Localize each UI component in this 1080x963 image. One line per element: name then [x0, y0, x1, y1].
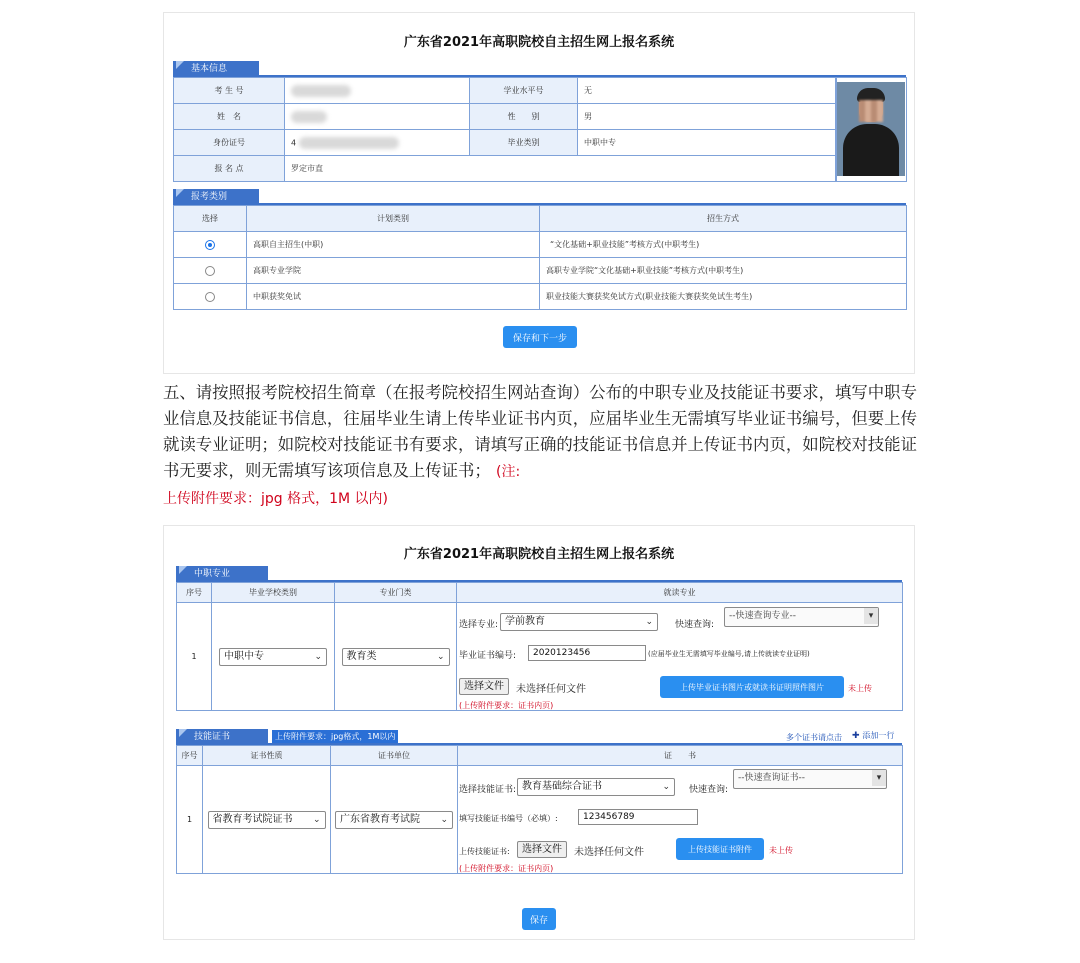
chevron-down-icon: ⌄: [314, 651, 322, 662]
redacted-mask: [291, 111, 327, 123]
choose-file-button[interactable]: 选择文件: [459, 678, 509, 695]
section-major: 中职专业: [176, 566, 268, 582]
registration-panel-basic: [163, 12, 915, 374]
skill-upload-requirement-tag: 上传附件要求：jpg格式，1M以内: [272, 730, 398, 743]
chevron-down-icon: ▾: [864, 608, 878, 624]
exam-number-value: [285, 78, 470, 104]
field-label: 报 名 点: [174, 156, 285, 182]
quick-search-major-select[interactable]: --快速查询专业-- ▾: [724, 607, 879, 627]
major-select[interactable]: 学前教育 ⌄: [500, 613, 658, 631]
instruction-note: (注:: [496, 464, 521, 480]
instruction-text: [163, 380, 923, 512]
col-header-no: 序号: [177, 746, 203, 766]
table-header-row: [177, 583, 903, 603]
chevron-down-icon: ⌄: [662, 782, 670, 792]
page-title: 广东省2021年高职院校自主招生网上报名系统: [403, 35, 675, 50]
upload-requirement: (上传附件要求：证书内页): [459, 864, 554, 873]
academic-level-value: 无: [578, 78, 837, 104]
category-table: [173, 205, 907, 310]
quick-search-cert-select[interactable]: --快速查询证书-- ▾: [733, 769, 887, 789]
table-row: [174, 156, 837, 182]
method-name: 高职专业学院“文化基础+职业技能”考核方式(中职考生): [540, 258, 907, 284]
cert-nature-select[interactable]: 省教育考试院证书 ⌄: [208, 811, 326, 829]
cert-number-hint: (应届毕业生无需填写毕业编号,请上传就读专业证明): [648, 650, 810, 658]
field-label: 学业水平号: [470, 78, 578, 104]
table-header-row: [177, 746, 903, 766]
table-row: [174, 284, 907, 310]
category-radio-1[interactable]: [205, 240, 215, 250]
method-name: “文化基础+职业技能”考核方式(中职考生): [540, 232, 907, 258]
plan-name: 中职获奖免试: [247, 284, 540, 310]
chevron-down-icon: ⌄: [440, 812, 448, 828]
no-file-text: 未选择任何文件: [574, 847, 644, 858]
basic-info-table: [173, 77, 837, 182]
skill-cert-number-input[interactable]: 123456789: [578, 809, 698, 825]
graduate-type-value: 中职中专: [578, 130, 837, 156]
field-label: 性 别: [470, 104, 578, 130]
upload-skill-cert-button[interactable]: 上传技能证书附件: [676, 838, 764, 860]
category-radio-2[interactable]: [205, 266, 215, 276]
school-type-select[interactable]: 中职中专 ⌄: [219, 648, 327, 666]
applicant-photo: [837, 82, 905, 176]
upload-skill-cert-label: 上传技能证书:: [459, 847, 510, 856]
choose-file-button-2[interactable]: 选择文件: [517, 841, 567, 858]
registration-site-value: 罗定市直: [285, 156, 837, 182]
col-header-no: 序号: [177, 583, 212, 603]
table-row: [174, 258, 907, 284]
chevron-down-icon: ⌄: [436, 651, 445, 662]
save-button[interactable]: 保存: [522, 908, 556, 930]
cert-unit-select[interactable]: 广东省教育考试院 ⌄: [335, 811, 453, 829]
upload-status: 未上传: [848, 684, 872, 693]
chevron-down-icon: ⌄: [645, 617, 653, 627]
col-header-unit: 证书单位: [331, 746, 458, 766]
skill-cert-select[interactable]: 教育基础综合证书 ⌄: [517, 778, 675, 796]
cert-number-input[interactable]: 2020123456: [528, 645, 646, 661]
col-header-major: 就读专业: [457, 583, 903, 603]
table-row: [174, 130, 837, 156]
field-label: 毕业类别: [470, 130, 578, 156]
page-title-2: 广东省2021年高职院校自主招生网上报名系统: [403, 547, 675, 562]
table-row: [174, 78, 837, 104]
select-major-label: 选择专业:: [459, 620, 499, 630]
plan-name: 高职自主招生(中职): [247, 232, 540, 258]
col-header-school-type: 毕业学校类别: [212, 583, 335, 603]
field-label: 姓 名: [174, 104, 285, 130]
method-name: 职业技能大赛获奖免试方式(职业技能大赛获奖免试生考生): [540, 284, 907, 310]
multi-cert-hint: 多个证书请点击: [786, 733, 842, 742]
col-header-select: 选择: [174, 206, 247, 232]
quick-search-label: 快速查询:: [689, 785, 729, 795]
plan-name: 高职专业学院: [247, 258, 540, 284]
row-number: 1: [177, 603, 212, 711]
section-category: 报考类别: [173, 189, 259, 205]
col-header-nature: 证书性质: [203, 746, 331, 766]
id-number-value: 4: [285, 130, 470, 156]
upload-requirement: (上传附件要求：证书内页): [459, 701, 554, 710]
name-value: [285, 104, 470, 130]
skill-cert-number-label: 填写技能证书编号（必填）:: [459, 814, 558, 823]
cert-number-label: 毕业证书编号:: [459, 651, 517, 661]
section-basic-info: 基本信息: [173, 61, 259, 77]
col-header-cert: 证 书: [458, 746, 903, 766]
field-label: 身份证号: [174, 130, 285, 156]
row-number: 1: [177, 766, 203, 874]
select-cert-label: 选择技能证书:: [459, 785, 517, 795]
chevron-down-icon: ▾: [872, 770, 886, 786]
field-label: 考 生 号: [174, 78, 285, 104]
section-skill-cert: 技能证书: [176, 729, 268, 745]
instruction-note-requirement: 上传附件要求：jpg 格式，1M 以内): [163, 491, 389, 507]
upload-status: 未上传: [769, 846, 793, 855]
col-header-plan: 计划类别: [247, 206, 540, 232]
col-header-method: 招生方式: [540, 206, 907, 232]
table-row: [174, 104, 837, 130]
table-row: [174, 232, 907, 258]
no-file-text: 未选择任何文件: [516, 684, 586, 695]
redacted-mask: [299, 137, 399, 149]
category-select[interactable]: 教育类 ⌄: [342, 648, 450, 666]
plus-icon: ✚: [852, 731, 860, 741]
chevron-down-icon: ⌄: [312, 814, 321, 825]
table-header-row: [174, 206, 907, 232]
upload-grad-cert-button[interactable]: 上传毕业证书图片或就读书证明照件图片: [660, 676, 844, 698]
col-header-category: 专业门类: [335, 583, 457, 603]
add-row-link[interactable]: ✚ 添加一行: [852, 731, 895, 741]
gender-value: 男: [578, 104, 837, 130]
quick-search-label: 快速查询:: [675, 620, 715, 630]
category-radio-3[interactable]: [205, 292, 215, 302]
save-next-button[interactable]: 保存和下一步: [503, 326, 577, 348]
redacted-mask: [291, 85, 351, 97]
instruction-body: 五、请按照报考院校招生简章（在报考院校招生网站查询）公布的中职专业及技能证书要求，填写中职专业信息及技能证书信息，往届毕业生请上传毕业证书内页，应届毕业生无需填写毕业证书编号，但要上传就读专业证明；如院校对技能证书有要求，请填写正确的技能证书信息并上传证书内页，如院校对技能证书无要求，则无需填写该项信息及上传证书；: [163, 383, 917, 480]
